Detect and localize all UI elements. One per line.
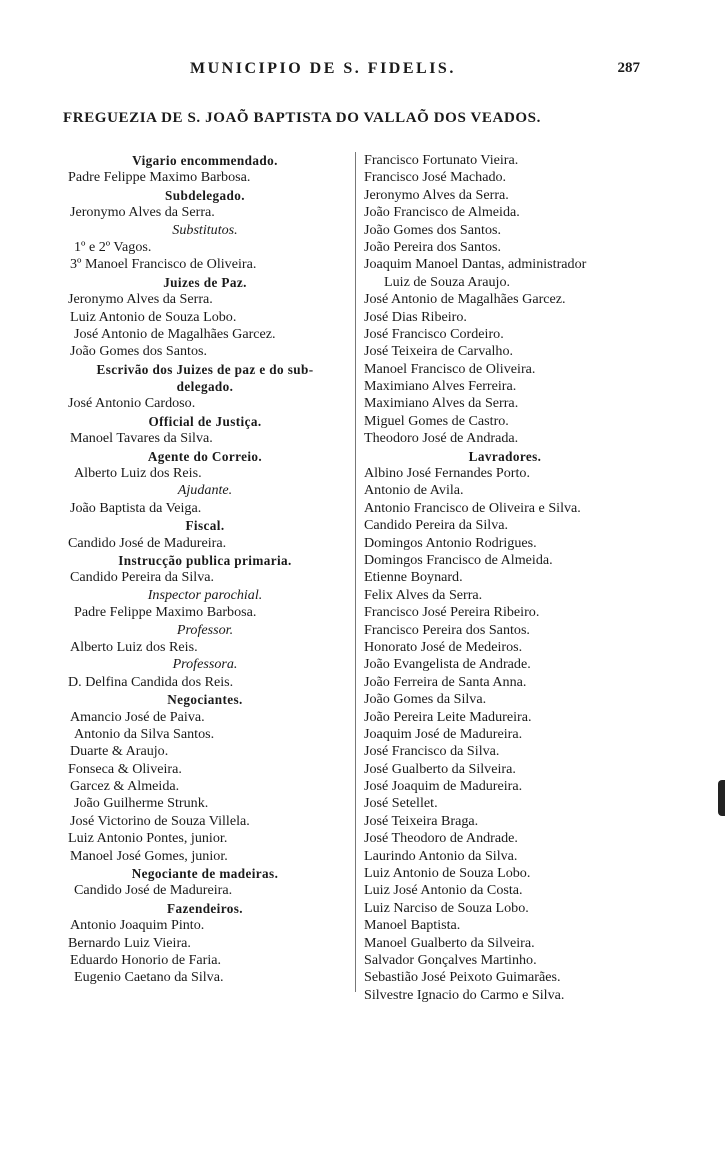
name-entry: Garcez & Almeida. [70, 778, 180, 795]
name-entry: José Gualberto da Silveira. [364, 760, 516, 777]
category-heading: delegado. [176, 379, 234, 395]
name-entry: José Dias Ribeiro. [364, 308, 467, 325]
name-entry: Etienne Boynard. [364, 569, 463, 586]
name-entry: Alberto Luiz dos Reis. [74, 465, 202, 482]
name-entry: Felix Alves da Serra. [364, 586, 483, 603]
name-entry: Bernardo Luiz Vieira. [68, 934, 191, 951]
category-heading: Instrucção publica primaria. [118, 552, 292, 568]
name-entry: Salvador Gonçalves Martinho. [364, 951, 537, 968]
name-entry: João Baptista da Veiga. [70, 499, 202, 516]
name-entry: Manoel Baptista. [364, 917, 461, 934]
name-entry: Jeronymo Alves da Serra. [364, 186, 509, 203]
name-entry: Luiz Antonio de Souza Lobo. [70, 308, 237, 325]
name-entry: João Gomes dos Santos. [70, 343, 208, 360]
name-entry: João Guilherme Strunk. [74, 795, 209, 812]
name-entry: José Teixeira Braga. [364, 812, 479, 829]
page-edge-mark [718, 780, 725, 816]
right-column [355, 152, 650, 1003]
name-entry: José Francisco Cordeiro. [364, 325, 504, 342]
name-entry: Francisco José Machado. [364, 169, 507, 186]
subcategory-heading: Professor. [176, 621, 234, 638]
name-entry: João Ferreira de Santa Anna. [364, 673, 527, 690]
name-entry: Manoel Tavares da Silva. [70, 430, 213, 447]
left-column [64, 152, 346, 987]
name-entry: Antonio de Avila. [364, 482, 464, 499]
name-entry: João Evangelista de Andrade. [364, 656, 531, 673]
name-entry: José Teixeira de Carvalho. [364, 343, 514, 360]
name-entry: Candido José de Madureira. [74, 882, 233, 899]
name-entry: José Theodoro de Andrade. [364, 830, 518, 847]
name-entry: João Pereira Leite Madureira. [364, 708, 532, 725]
name-entry: 3º Manoel Francisco de Oliveira. [70, 256, 257, 273]
name-entry: Domingos Francisco de Almeida. [364, 551, 553, 568]
name-entry: Candido Pereira da Silva. [70, 569, 215, 586]
name-entry: Honorato José de Medeiros. [364, 638, 523, 655]
name-entry: Albino José Fernandes Porto. [364, 465, 530, 482]
category-heading: Agente do Correio. [147, 448, 263, 464]
name-entry: João Pereira dos Santos. [364, 238, 502, 255]
category-heading: Negociante de madeiras. [131, 866, 279, 882]
name-entry: Fonseca & Oliveira. [68, 760, 182, 777]
subcategory-heading: Ajudante. [177, 482, 233, 499]
name-entry: João Francisco de Almeida. [364, 204, 520, 221]
name-entry: Maximiano Alves Ferreira. [364, 378, 517, 395]
category-heading: Vigario encommendado. [132, 153, 278, 168]
category-heading: Official de Justiça. [148, 413, 262, 429]
name-entry: Francisco José Pereira Ribeiro. [364, 604, 540, 621]
name-entry: Francisco Pereira dos Santos. [364, 621, 530, 638]
name-entry: José Antonio de Magalhães Garcez. [74, 325, 276, 342]
subcategory-heading: Inspector parochial. [147, 586, 263, 603]
name-entry: Theodoro José de Andrada. [364, 430, 519, 447]
name-entry: Candido José de Madureira. [68, 534, 227, 551]
category-heading: Escrivão dos Juizes de paz e do sub- [96, 361, 314, 377]
subcategory-heading: Professora. [172, 656, 238, 673]
name-entry: D. Delfina Candida dos Reis. [68, 673, 234, 690]
name-entry: José Antonio de Magalhães Garcez. [364, 291, 566, 308]
category-heading: Fazendeiros. [167, 900, 243, 916]
name-entry: Alberto Luiz dos Reis. [70, 638, 198, 655]
name-entry: Antonio Francisco de Oliveira e Silva. [364, 499, 581, 516]
name-entry: Jeronymo Alves da Serra. [68, 291, 213, 308]
name-entry: Manoel Francisco de Oliveira. [364, 360, 536, 377]
page-header [60, 60, 640, 84]
name-entry: João Gomes dos Santos. [364, 221, 502, 238]
name-entry: José Joaquim de Madureira. [364, 778, 523, 795]
name-entry: Maximiano Alves da Serra. [364, 395, 519, 412]
name-entry: José Setellet. [364, 795, 438, 812]
subcategory-heading: Substitutos. [172, 221, 238, 238]
name-entry: Jeronymo Alves da Serra. [70, 204, 215, 221]
name-entry: Duarte & Araujo. [70, 743, 169, 760]
category-heading: Fiscal. [185, 518, 225, 534]
name-entry: Joaquim José de Madureira. [364, 725, 523, 742]
name-entry: Luiz José Antonio da Costa. [364, 882, 523, 899]
name-entry: Luiz Antonio Pontes, junior. [68, 830, 228, 847]
name-entry-continuation: Luiz de Souza Araujo. [384, 273, 511, 290]
category-heading: Lavradores. [468, 448, 542, 464]
name-entry: Miguel Gomes de Castro. [364, 412, 509, 429]
category-heading: Juizes de Paz. [163, 274, 247, 290]
name-entry: Antonio Joaquim Pinto. [70, 917, 205, 934]
name-entry: Laurindo Antonio da Silva. [364, 847, 518, 864]
name-entry: Domingos Antonio Rodrigues. [364, 534, 537, 551]
name-entry: José Francisco da Silva. [364, 743, 500, 760]
name-entry: Manoel Gualberto da Silveira. [364, 934, 535, 951]
name-entry: Silvestre Ignacio do Carmo e Silva. [364, 986, 565, 1003]
category-heading: Negociantes. [167, 692, 243, 708]
name-entry: 1º e 2º Vagos. [74, 238, 152, 255]
name-entry: Francisco Fortunato Vieira. [364, 152, 519, 168]
name-entry: João Gomes da Silva. [364, 691, 487, 708]
name-entry: Luiz Antonio de Souza Lobo. [364, 865, 531, 882]
name-entry: Padre Felippe Maximo Barbosa. [74, 604, 257, 621]
section-title: FREGUEZIA DE S. JOAÕ BAPTISTA DO VALLAÕ DOS VEADOS. [63, 110, 541, 126]
name-entry: Luiz Narciso de Souza Lobo. [364, 899, 529, 916]
name-entry: Padre Felippe Maximo Barbosa. [68, 169, 251, 186]
name-entry: Eduardo Honorio de Faria. [70, 951, 222, 968]
name-entry: Joaquim Manoel Dantas, administrador [364, 256, 587, 273]
name-entry: José Antonio Cardoso. [68, 395, 196, 412]
name-entry: Candido Pereira da Silva. [364, 517, 509, 534]
running-title: MUNICIPIO DE S. FIDELIS. [190, 60, 456, 77]
name-entry: Manoel José Gomes, junior. [70, 847, 228, 864]
name-entry: José Victorino de Souza Villela. [70, 812, 250, 829]
name-entry: Antonio da Silva Santos. [74, 725, 215, 742]
name-entry: Sebastião José Peixoto Guimarães. [364, 969, 561, 986]
name-entry: Amancio José de Paiva. [70, 708, 205, 725]
name-entry: Eugenio Caetano da Silva. [74, 969, 224, 986]
page-number: 287 [617, 60, 640, 76]
category-heading: Subdelegado. [165, 187, 245, 203]
